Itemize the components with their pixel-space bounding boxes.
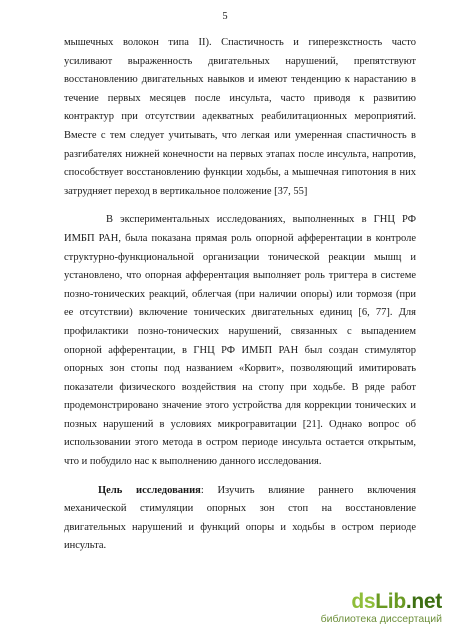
paragraph-3: [64, 482, 416, 556]
text-line: В экспериментальных исследованиях, выполненных в ГНЦ РФ: [106, 214, 416, 226]
paragraph-1: [64, 34, 416, 201]
dslib-watermark[interactable]: [292, 591, 442, 626]
text-line: затрудняет переход в вертикальное положение [37, 55]: [64, 185, 308, 197]
text-line: [64, 482, 416, 501]
goal-text: : Изучить влияние раннего включения: [200, 484, 416, 496]
text-line: структурно-функциональной организации тонической реакции мышц и: [64, 251, 416, 263]
text-line: показатели физического воздействия на стопу при ходьбе. В ряде работ: [64, 381, 416, 393]
body-text: [64, 34, 416, 556]
text-line: продемонстрировано значение этого устройства для коррекции тонических и: [64, 400, 416, 412]
text-line: профилактики позно-тонических нарушений, связанных с выпадением: [64, 325, 416, 337]
page-number: 5: [222, 11, 228, 22]
text-line: установлено, что опорная афферентация выполняет роль тригтера в системе: [64, 270, 416, 282]
paragraph-2: [64, 211, 416, 471]
text-line: ИМБП РАН, была показана прямая роль опорной афферентации в контроле: [64, 232, 416, 244]
text-line: способствует восстановлению функции ходьбы, а мышечная гипотония в них: [64, 167, 416, 179]
text-line: механической стимуляции опорных зон стоп на восстановление: [64, 503, 416, 515]
text-line: контрактур при отсутствии адекватных реабилитационных мероприятий.: [64, 111, 416, 123]
text-line: позно-тонических реакций, облегчая (при наличии опоры) или тормозя (при: [64, 288, 416, 300]
text-line: ее отсутствии) включение тонических двигательных единиц [6, 77]. Для: [64, 307, 416, 319]
text-line: течение первых месяцев после инсульта, часто приводя к развитию: [64, 92, 416, 104]
dslib-subtitle: библиотека диссертаций: [320, 613, 442, 625]
text-line: усиливают выраженность двигательных нарушений, препятствуют: [64, 55, 416, 67]
text-line: двигательных нарушений и функций опоры и ходьбы в остром периоде: [64, 521, 416, 533]
text-line: мышечных волокон типа II). Спастичность и гиперезкстность часто: [64, 37, 416, 48]
goal-label: Цель исследования: [98, 484, 201, 496]
text-line: Вместе с тем следует учитывать, что легкая или умеренная спастичность в: [64, 129, 416, 141]
text-line: опорных зон стопы под названием «Корвит», позволяющий имитировать: [64, 363, 416, 375]
text-line: разгибателях нижней конечности на первых этапах после инсульта, напротив,: [64, 148, 416, 160]
text-line: опорной афферентации, в ГНЦ РФ ИМБП РАН был создан стимулятор: [64, 344, 416, 356]
dslib-logo: dsLib.net: [351, 590, 442, 613]
text-line: использовании этого метода в остром периоде инсульта остается открытым,: [64, 437, 416, 449]
text-line: что и побудило нас к выполнению данного исследования.: [64, 456, 322, 468]
text-line: восстановлению двигательных навыков и имеют тенденцию к нарастанию в: [64, 74, 416, 86]
text-line: инсульта.: [64, 540, 107, 552]
paragraph-gap: [64, 201, 416, 211]
text-line: позных нарушений в условиях микрогравитации [21]. Однако вопрос об: [64, 418, 416, 430]
paragraph-gap: [64, 472, 416, 482]
